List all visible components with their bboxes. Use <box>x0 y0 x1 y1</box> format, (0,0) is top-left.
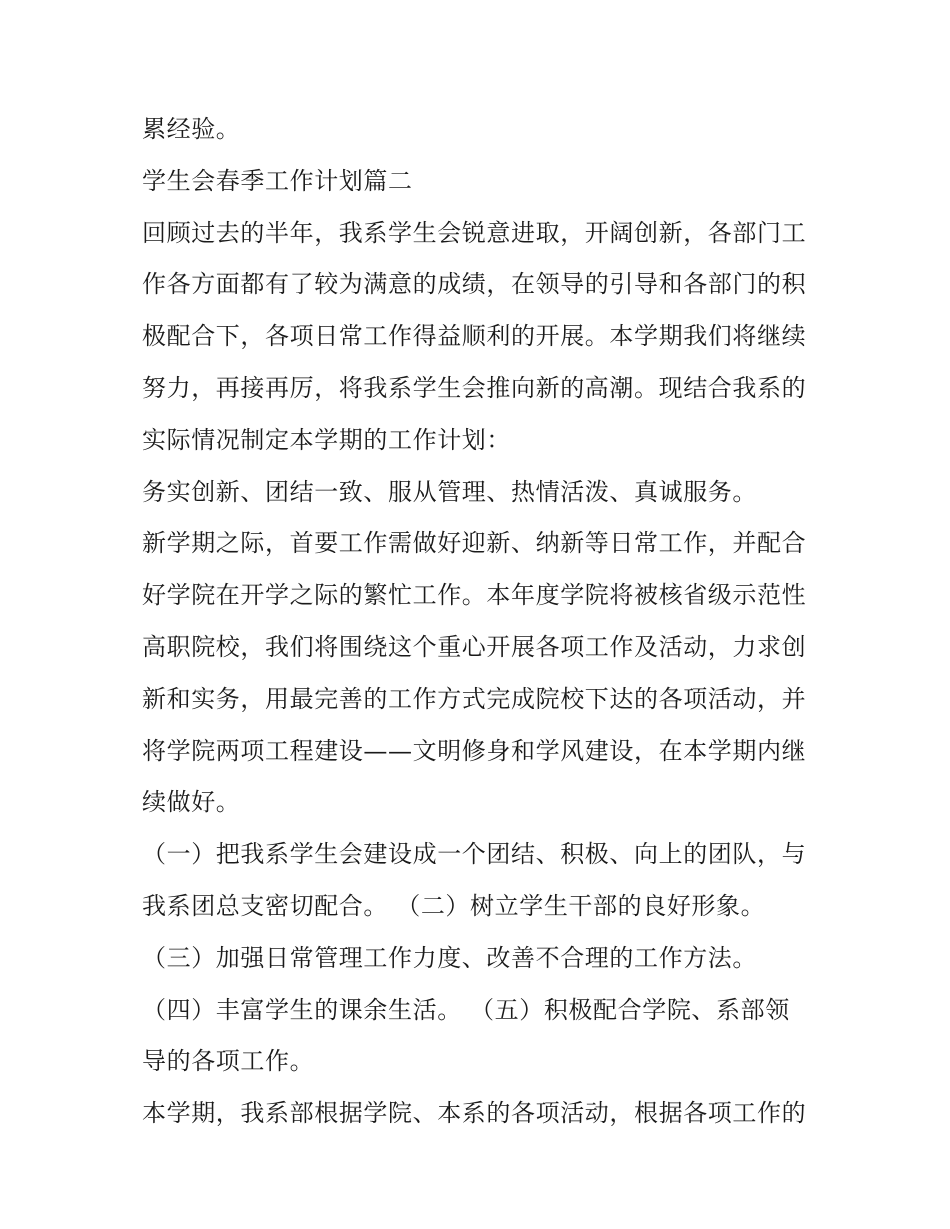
text-line: 务实创新、团结一致、服从管理、热情活泼、真诚服务。 <box>142 477 757 506</box>
text-line: 新和实务，用最完善的工作方式完成院校下达的各项活动，并 <box>142 684 807 713</box>
text-line: 努力，再接再厉，将我系学生会推向新的高潮。现结合我系的 <box>142 373 807 402</box>
text-line: （一）把我系学生会建设成一个团结、积极、向上的团队，与 <box>142 840 807 869</box>
text-line: 累经验。 <box>142 115 241 143</box>
text-line: 将学院两项工程建设——文明修身和学风建设，在本学期内继 <box>142 736 807 765</box>
text-line: 极配合下，各项日常工作得益顺利的开展。本学期我们将继续 <box>142 322 807 351</box>
text-line: 实际情况制定本学期的工作计划： <box>142 425 511 454</box>
text-line: 本学期，我系部根据学院、本系的各项活动，根据各项工作的 <box>142 1099 807 1128</box>
section-heading: 学生会春季工作计划篇二 <box>142 166 413 195</box>
text-line: 好学院在开学之际的繁忙工作。本年度学院将被核省级示范性 <box>142 581 807 610</box>
text-line: 作各方面都有了较为满意的成绩，在领导的引导和各部门的积 <box>142 270 807 299</box>
text-line: 新学期之际，首要工作需做好迎新、纳新等日常工作，并配合 <box>142 529 807 558</box>
text-line: 续做好。 <box>142 788 241 817</box>
text-line: （四）丰富学生的课余生活。 （五）积极配合学院、系部领 <box>142 995 790 1024</box>
text-line: 高职院校，我们将围绕这个重心开展各项工作及活动，力求创 <box>142 632 807 661</box>
document-body <box>142 104 822 1140</box>
text-line: （三）加强日常管理工作力度、改善不合理的工作方法。 <box>142 943 757 972</box>
text-line: 导的各项工作。 <box>142 1047 315 1076</box>
text-line: 回顾过去的半年，我系学生会锐意进取，开阔创新，各部门工 <box>142 218 807 247</box>
text-line: 我系团总支密切配合。 （二）树立学生干部的良好形象。 <box>142 891 766 920</box>
